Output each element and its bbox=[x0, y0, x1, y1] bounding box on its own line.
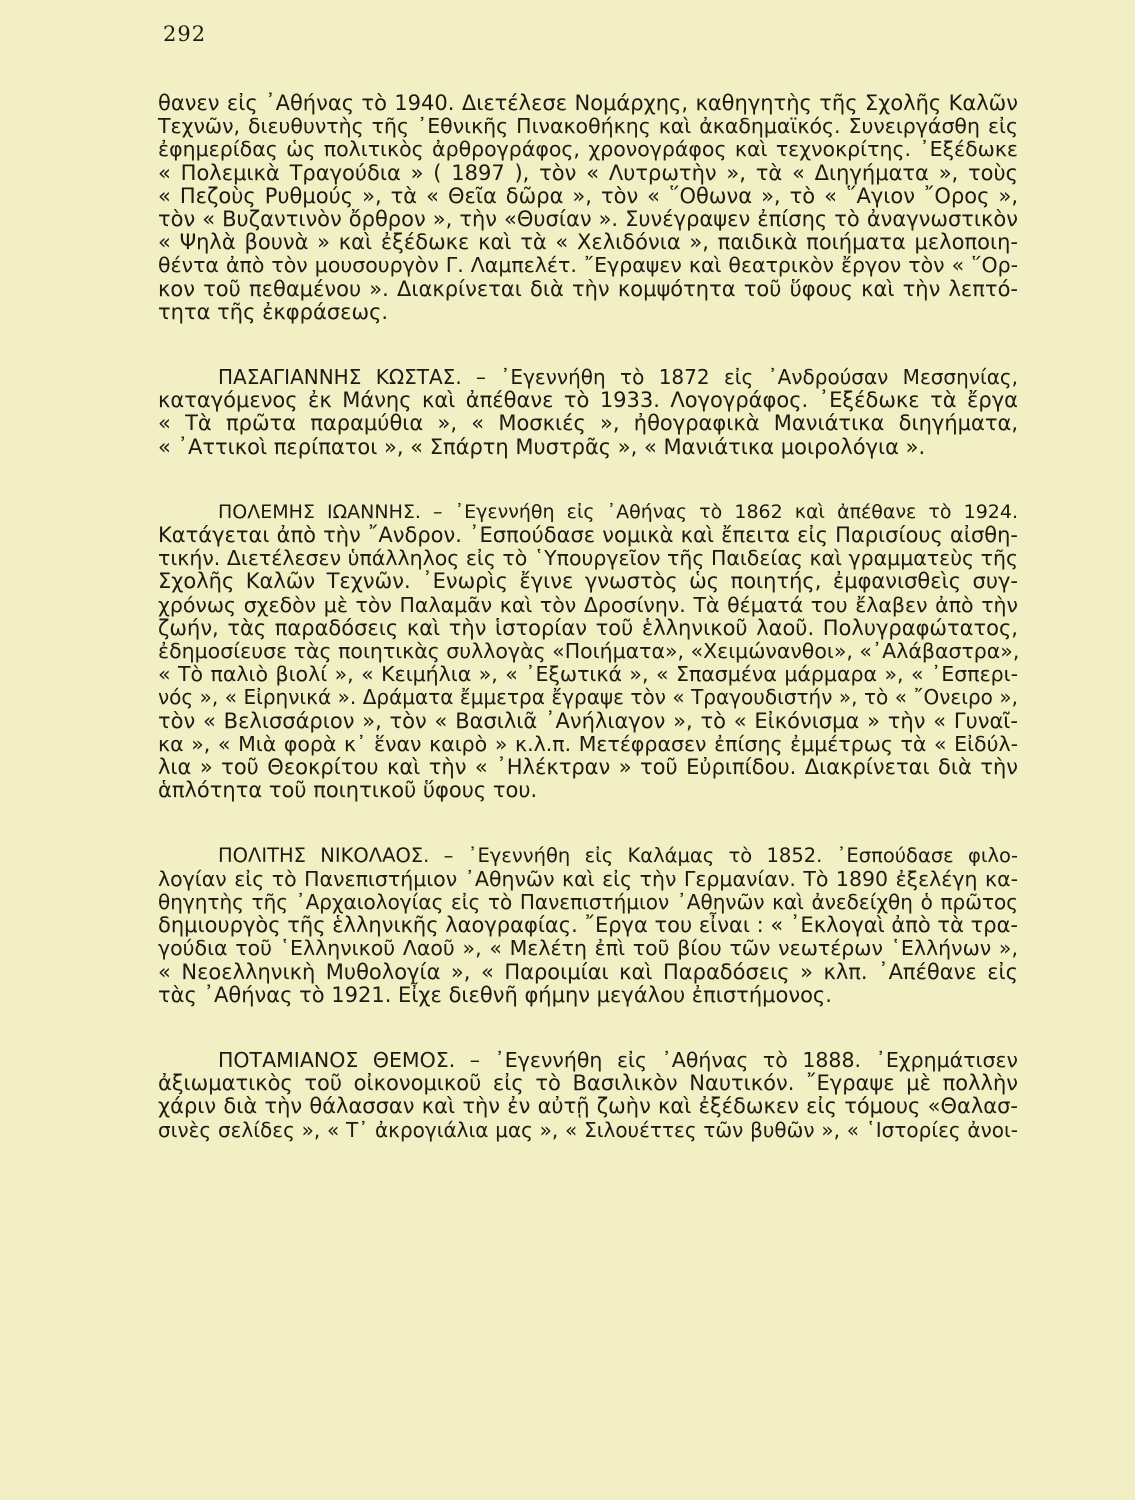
text-line: « Ψηλὰ βουνὰ » καὶ ἐξέδωκε καὶ τὰ « Χελιδόνια », παιδικὰ ποιήματα μελοποιη- bbox=[158, 230, 1018, 255]
text-line: χάριν διὰ τὴν θάλασσαν καὶ τὴν ἐν αὐτῇ ζωὴν καὶ ἐξέδωκεν εἰς τόμους «Θαλασ- bbox=[158, 1094, 1018, 1119]
text-line: ἁπλότητα τοῦ ποιητικοῦ ὕφους του. bbox=[158, 778, 538, 803]
text-line: « Πεζοὺς Ρυθμούς », τὰ « Θεῖα δῶρα », τὸν « ῞Οθωνα », τὸ « ῞Αγιον ῎Ορος », bbox=[158, 183, 1018, 208]
entry-politis bbox=[158, 844, 1018, 1006]
text-line: « Πολεμικὰ Τραγούδια » ( 1897 ), τὸν « Λυτρωτὴν », τὰ « Διηγήματα », τοὺς bbox=[158, 160, 1018, 185]
text-line: θανεν εἰς ᾿Αθήνας τὸ 1940. Διετέλεσε Νομάρχης, καθηγητὴς τῆς Σχολῆς Καλῶν bbox=[158, 91, 1018, 115]
text-line: τικήν. Διετέλεσεν ὑπάλληλος εἰς τὸ ῾Υπουργεῖον τῆς Παιδείας καὶ γραμματεὺς τῆς bbox=[158, 546, 1018, 571]
entry-heading-line: ΠΟΛΕΜΗΣ ΙΩΑΝΝΗΣ. – ᾿Εγεννήθη εἰς ᾿Αθήνας τὸ 1862 καὶ ἀπέθανε τὸ 1924. bbox=[218, 500, 1018, 523]
entry-polemis bbox=[158, 501, 1018, 803]
intro-paragraph bbox=[158, 92, 1018, 324]
text-line: Σχολῆς Καλῶν Τεχνῶν. ᾿Ενωρὶς ἔγινε γνωστὸς ὡς ποιητής, ἐμφανισθεὶς συγ- bbox=[158, 569, 1018, 594]
entry-heading-line: ΠΟΛΙΤΗΣ ΝΙΚΟΛΑΟΣ. – ᾿Εγεννήθη εἰς Καλάμας τὸ 1852. ᾿Εσπούδασε φιλο- bbox=[218, 844, 1018, 868]
text-line: λια » τοῦ Θεοκρίτου καὶ τὴν « ᾿Ηλέκτραν » τοῦ Εὐριπίδου. Διακρίνεται διὰ τὴν bbox=[158, 755, 1018, 780]
text-line: ζωήν, τὰς παραδόσεις καὶ τὴν ἱστορίαν τοῦ ἑλληνικοῦ λαοῦ. Πολυγραφώτατος, bbox=[158, 615, 1018, 640]
text-line: νός », « Εἰρηνικά ». Δράματα ἔμμετρα ἔγραψε τὸν « Τραγουδιστήν », τὸ « ῎Ονειρο », bbox=[158, 685, 1018, 710]
text-line: χρόνως σχεδὸν μὲ τὸν Παλαμᾶν καὶ τὸν Δροσίνην. Τὰ θέματά του ἔλαβεν ἀπὸ τὴν bbox=[158, 592, 1018, 617]
entry-pasagiannis bbox=[158, 366, 1018, 459]
text-line: Τεχνῶν, διευθυντὴς τῆς ᾿Εθνικῆς Πινακοθήκης καὶ ἀκαδημαϊκός. Συνειργάσθη εἰς bbox=[158, 114, 1018, 139]
text-line: θηγητὴς τῆς ᾿Αρχαιολογίας εἰς τὸ Πανεπιστήμιον ᾿Αθηνῶν καὶ ἀνεδείχθη ὁ πρῶτος bbox=[158, 889, 1018, 914]
text-line: σινὲς σελίδες », « Τ᾿ ἀκρογιάλια μας », « Σιλουέττες τῶν βυθῶν », « ῾Ιστορίες ἀνοι- bbox=[158, 1117, 1018, 1142]
text-line: δημιουργὸς τῆς ἑλληνικῆς λαογραφίας. ῎Εργα του εἶναι : « ᾿Εκλογαὶ ἀπὸ τὰ τρα- bbox=[158, 913, 1018, 938]
entry-heading-line: ΠΑΣΑΓΙΑΝΝΗΣ ΚΩΣΤΑΣ. – ᾿Εγεννήθη τὸ 1872 εἰς ᾿Ανδρούσαν Μεσσηνίας, bbox=[218, 365, 1018, 390]
text-line: τὰς ᾿Αθήνας τὸ 1921. Εἶχε διεθνῆ φήμην μεγάλου ἐπιστήμονος. bbox=[158, 982, 832, 1007]
text-line: ἀξιωματικὸς τοῦ οἰκονομικοῦ εἰς τὸ Βασιλικὸν Ναυτικόν. ῎Εγραψε μὲ πολλὴν bbox=[158, 1071, 1018, 1096]
text-line: καταγόμενος ἐκ Μάνης καὶ ἀπέθανε τὸ 1933. Λογογράφος. ᾿Εξέδωκε τὰ ἔργα bbox=[158, 388, 1018, 413]
text-line: « Νεοελληνικὴ Μυθολογία », « Παροιμίαι καὶ Παραδόσεις » κλπ. ᾿Απέθανε εἰς bbox=[158, 959, 1018, 984]
entry-potamianos bbox=[158, 1049, 1018, 1142]
text-line: Κατάγεται ἀπὸ τὴν ῎Ανδρον. ᾿Εσπούδασε νομικὰ καὶ ἔπειτα εἰς Παρισίους αἰσθη- bbox=[158, 523, 1018, 548]
text-line: « Τὰ πρῶτα παραμύθια », « Μοσκιές », ἠθογραφικὰ Μανιάτικα διηγήματα, bbox=[158, 411, 1018, 436]
text-line: γούδια τοῦ ῾Ελληνικοῦ Λαοῦ », « Μελέτη ἐπὶ τοῦ βίου τῶν νεωτέρων ῾Ελλήνων », bbox=[158, 936, 1018, 961]
entry-heading-line: ΠΟΤΑΜΙΑΝΟΣ ΘΕΜΟΣ. – ᾿Εγεννήθη εἰς ᾿Αθήνας τὸ 1888. ᾿Εχρημάτισεν bbox=[218, 1047, 1018, 1072]
text-line: κα », « Μιὰ φορὰ κ᾿ ἕναν καιρὸ » κ.λ.π. Μετέφρασεν ἐπίσης ἐμμέτρως τὰ « Εἰδύλ- bbox=[158, 731, 1018, 756]
text-line: ἐδημοσίευσε τὰς ποιητικὰς συλλογὰς «Ποιήματα», «Χειμώνανθοι», «᾿Αλάβαστρα», bbox=[158, 639, 1020, 664]
page-text bbox=[158, 92, 1018, 1142]
text-line: τητα τῆς ἐκφράσεως. bbox=[158, 299, 389, 324]
text-line: « Τὸ παλιὸ βιολί », « Κειμήλια », « ᾿Εξωτικά », « Σπασμένα μάρμαρα », « ᾿Εσπερι- bbox=[158, 662, 1018, 687]
text-line: τὸν « Βελισσάριον », τὸν « Βασιλιᾶ ᾿Ανήλιαγον », τὸ « Εἰκόνισμα » τὴν « Γυναῖ- bbox=[158, 708, 1018, 733]
text-line: κον τοῦ πεθαμένου ». Διακρίνεται διὰ τὴν κομψότητα τοῦ ὕφους καὶ τὴν λεπτό- bbox=[158, 276, 1018, 301]
text-line: « ᾿Αττικοὶ περίπατοι », « Σπάρτη Μυστρᾶς », « Μανιάτικα μοιρολόγια ». bbox=[158, 434, 926, 459]
text-line: τὸν « Βυζαντινὸν ὄρθρον », τὴν «Θυσίαν ». Συνέγραψεν ἐπίσης τὸ ἀναγνωστικὸν bbox=[158, 207, 1018, 232]
text-line: θέντα ἀπὸ τὸν μουσουργὸν Γ. Λαμπελέτ. ῎Εγραψεν καὶ θεατρικὸν ἔργον τὸν « ῞Ορ- bbox=[158, 253, 1018, 278]
text-line: λογίαν εἰς τὸ Πανεπιστήμιον ᾿Αθηνῶν καὶ εἰς τὴν Γερμανίαν. Τὸ 1890 ἐξελέγη κα- bbox=[158, 866, 1018, 891]
page-number: 292 bbox=[163, 22, 207, 46]
text-line: ἐφημερίδας ὡς πολιτικὸς ἀρθρογράφος, χρονογράφος καὶ τεχνοκρίτης. ᾿Εξέδωκε bbox=[158, 137, 1018, 162]
